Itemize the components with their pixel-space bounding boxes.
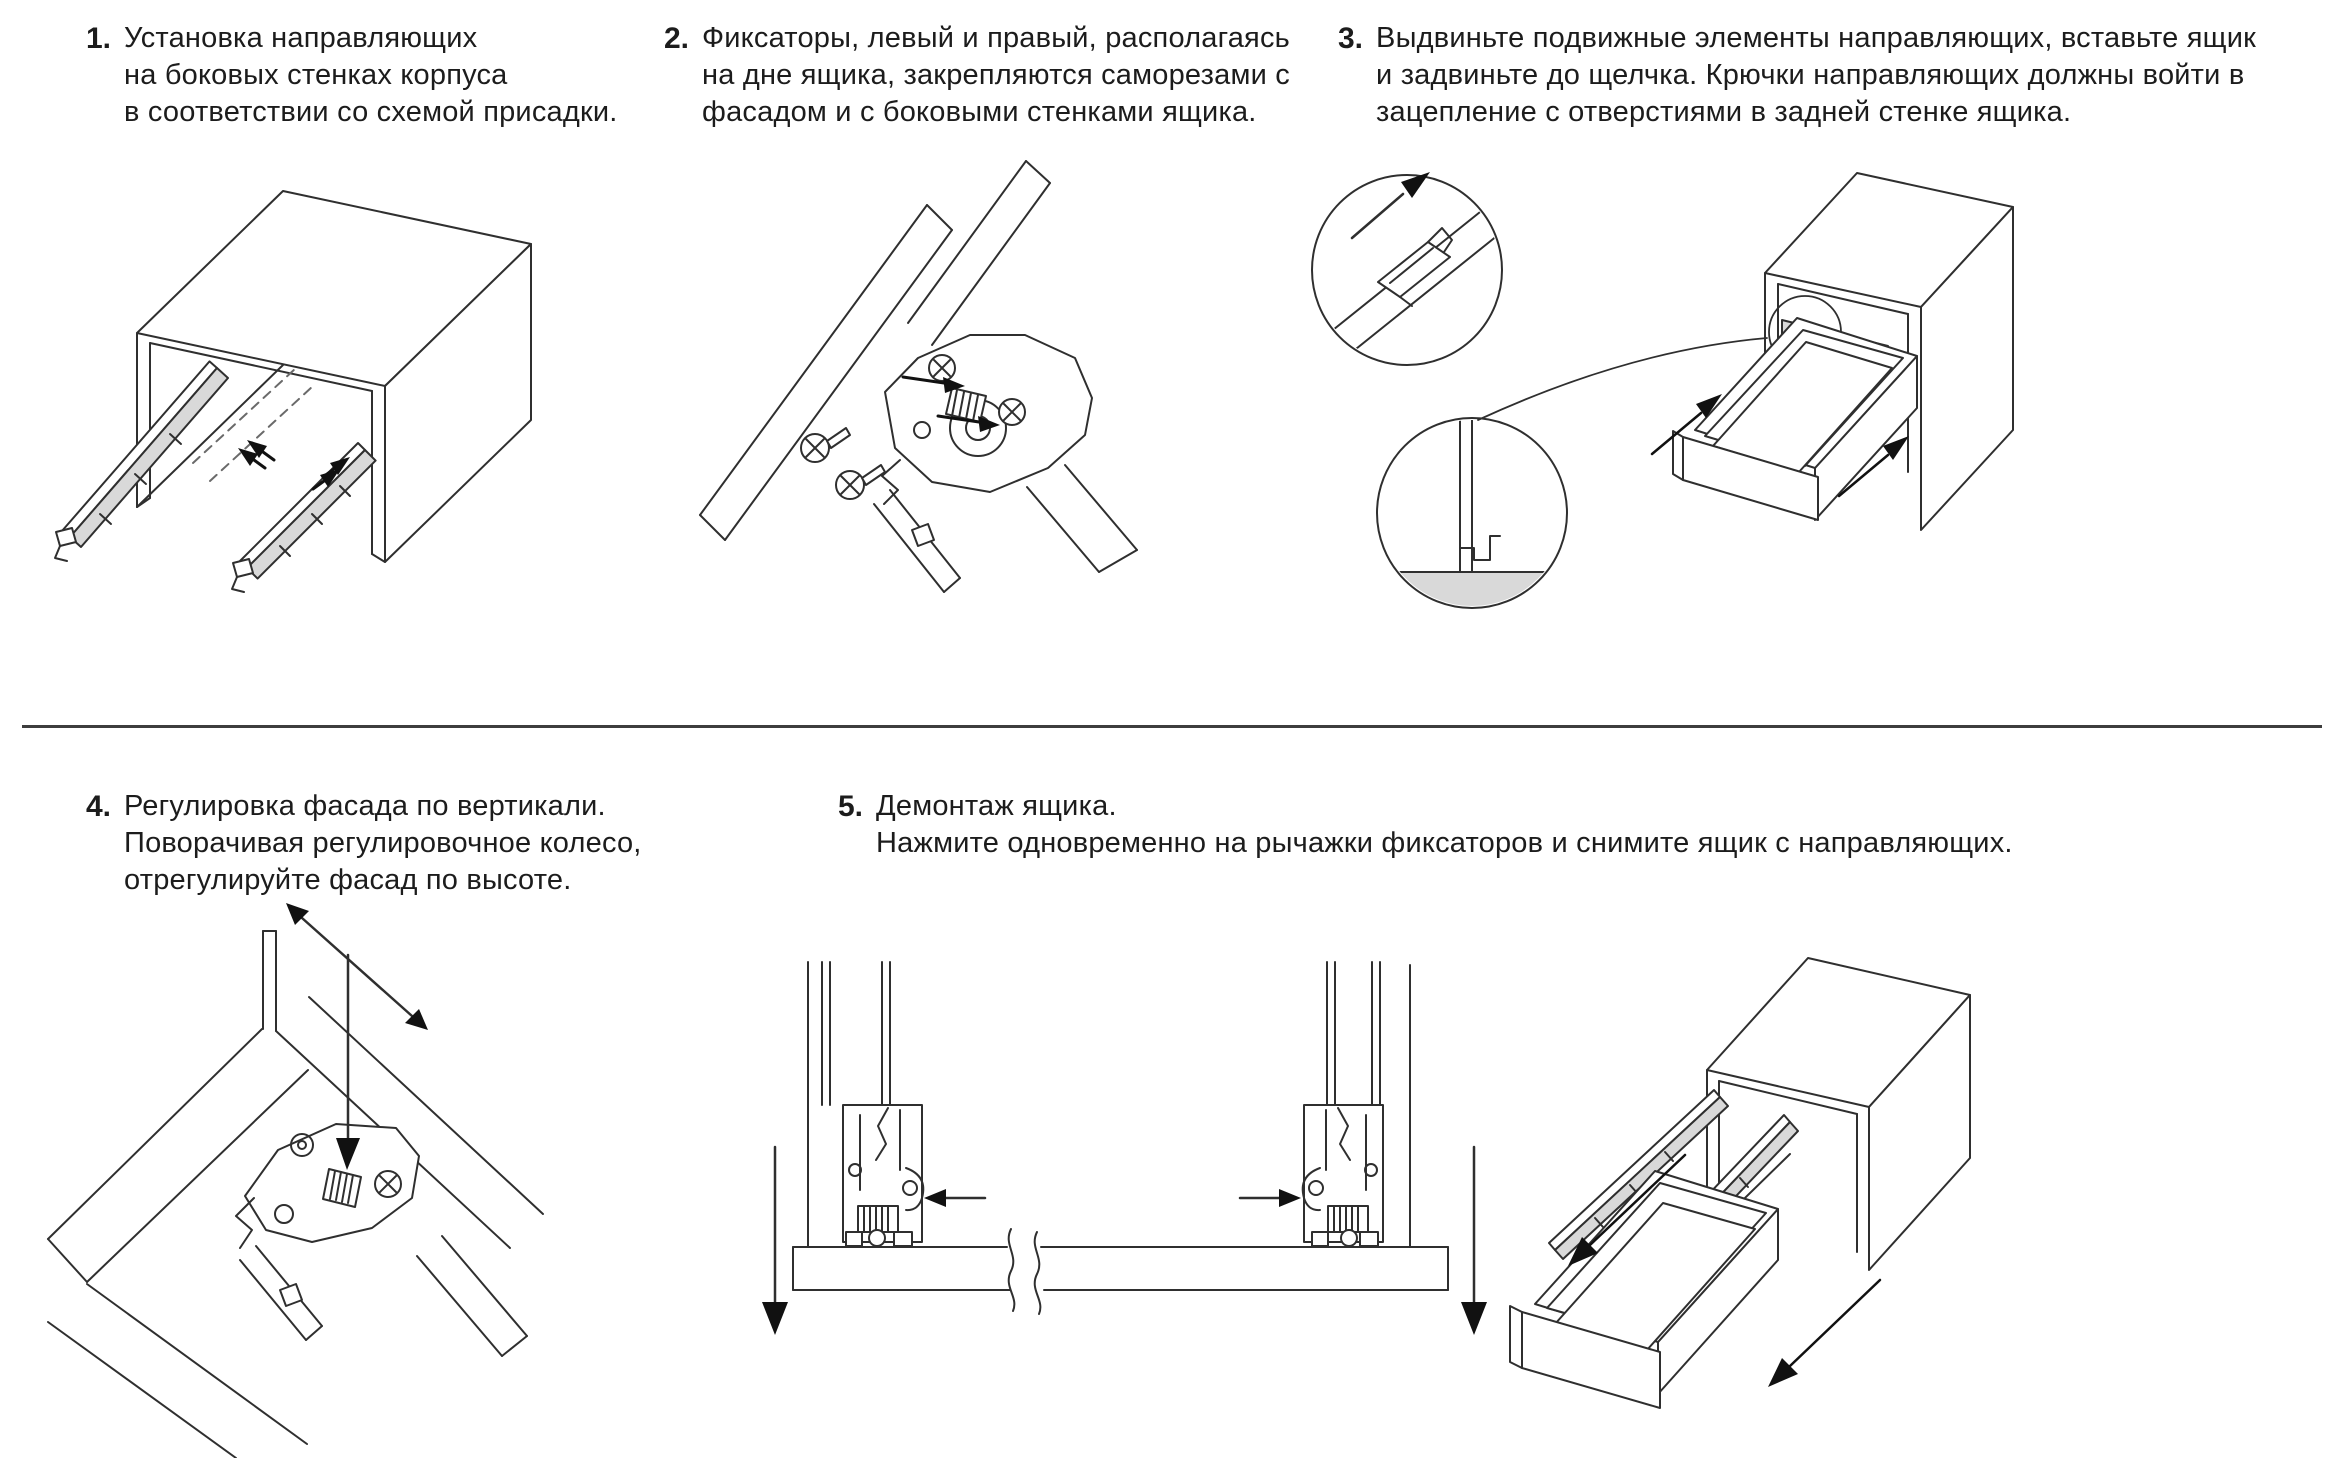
drawer-slide-left [55,361,228,561]
drawer-box [1510,1171,1778,1408]
self-tapping-screw-icons [801,428,885,499]
step-3-text [1376,20,2256,131]
step-text-line: Выдвиньте подвижные элементы направляющих, вставьте ящик [1376,22,2256,54]
step-2-number: 2. [664,22,690,55]
step-text-line: в соответствии со схемой присадки. [124,96,618,128]
figure-step3-insertion [1300,120,2336,690]
front-panel [48,1029,308,1282]
drawer-slide-right [232,443,376,592]
right-fixator [1303,1105,1383,1246]
step-1-text [124,20,618,131]
step-3 [1338,20,2256,131]
step-text-line: зацепление с отверстиями в задней стенке ящика. [1376,96,2072,128]
step-text-line: Нажмите одновременно на рычажки фиксаторов и снимите ящик с направляющих. [876,827,2013,859]
figure-step5-removal [1500,900,2320,1460]
figure-step2-fixator-screws [660,130,1290,630]
step-2-text [702,20,1290,131]
step-2 [664,20,1290,131]
figure-step4-adjustment [40,898,560,1458]
drawer-box [1673,318,1917,520]
step-4 [86,788,642,899]
detail-callout-hook-hole [1377,418,1567,608]
fixator-mechanism [874,335,1092,592]
step-5 [838,788,2013,862]
step-text-line: фасадом и с боковыми стенками ящика. [702,96,1257,128]
step-text-line: Регулировка фасада по вертикали. [124,790,606,822]
step-text-line: Поворачивая регулировочное колесо, [124,827,642,859]
figure-step1-cabinet-slides [40,130,660,610]
step-4-text [124,788,642,899]
step-text-line: и задвиньте до щелчка. Крючки направляющих должны войти в [1376,59,2245,91]
step-1-number: 1. [86,22,112,55]
left-fixator [843,1105,923,1246]
detail-callout-slide-hook [1312,172,1508,365]
vertical-adjust-double-arrow-icon [286,903,428,1030]
step-text-line: на дне ящика, закрепляются саморезами с [702,59,1290,91]
step-text-line: отрегулируйте фасад по высоте. [124,864,572,896]
step-text-line: Фиксаторы, левый и правый, располагаясь [702,22,1290,54]
screw-arrow-tails [254,452,334,489]
fixator-mechanism [236,1124,419,1340]
step-text-line: на боковых стенках корпуса [124,59,508,91]
step-text-line: Установка направляющих [124,22,478,54]
front-panel-edge [263,931,276,1031]
step-4-number: 4. [86,790,112,823]
step-5-number: 5. [838,790,864,823]
step-1 [86,20,618,131]
step-3-number: 3. [1338,22,1364,55]
lower-panels [48,1236,527,1458]
step-text-line: Демонтаж ящика. [876,790,1117,822]
press-arrow-icons [924,1189,1301,1207]
step-5-text [876,788,2013,862]
section-divider [22,725,2322,728]
figure-step5-front-view [760,930,1500,1350]
